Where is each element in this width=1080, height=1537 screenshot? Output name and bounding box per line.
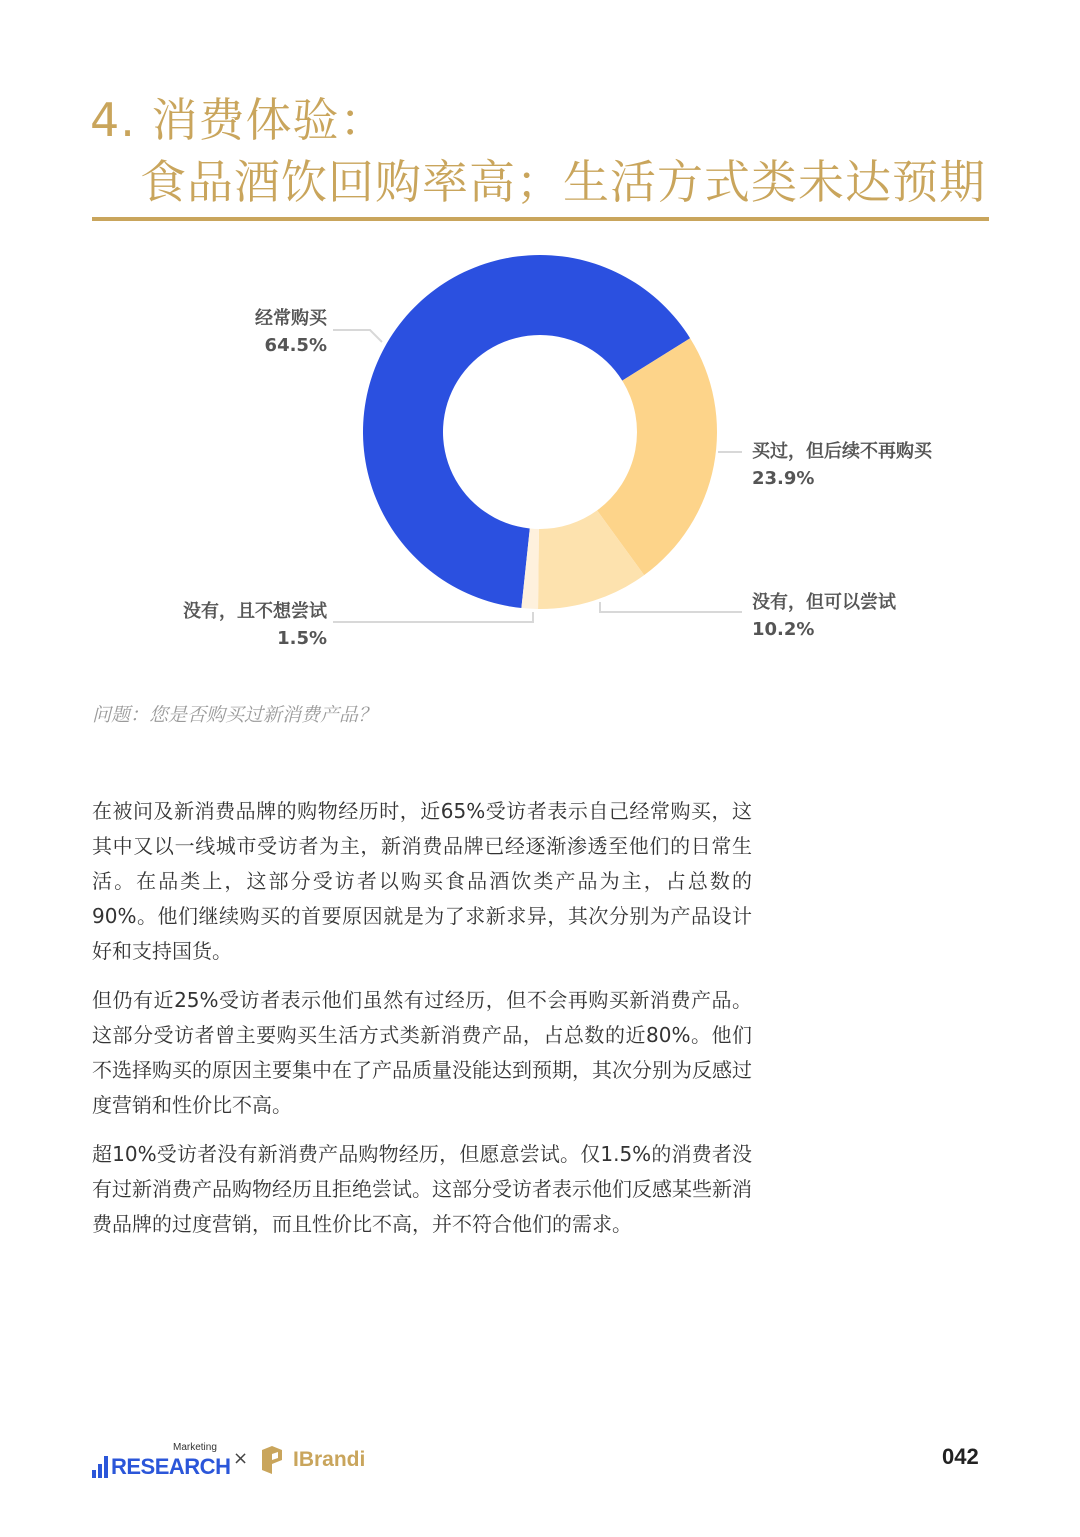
collaboration-sign: × bbox=[233, 1448, 249, 1469]
label-not-yet-willing-value: 10.2% bbox=[752, 619, 815, 640]
leader-line-not-yet-willing bbox=[600, 602, 742, 612]
label-not-willing-name: 没有，且不想尝试 bbox=[183, 601, 327, 622]
label-buy-often-value: 64.5% bbox=[264, 335, 327, 356]
label-bought-no-repeat-name: 买过，但后续不再购买 bbox=[752, 441, 932, 462]
body-text bbox=[92, 794, 752, 1256]
marketing-logo-text: Marketing bbox=[173, 1442, 217, 1453]
label-not-willing-value: 1.5% bbox=[277, 628, 327, 649]
donut-chart bbox=[0, 240, 1080, 680]
donut-slices bbox=[363, 255, 717, 609]
bar-chart-icon bbox=[92, 1456, 108, 1478]
paragraph-3: 超10%受访者没有新消费产品购物经历，但愿意尝试。仅1.5%的消费者没有过新消费产品购物经历且拒绝尝试。这部分受访者表示他们反感某些新消费品牌的过度营销，而且性价比不高，并不符合他们的需求。 bbox=[92, 1142, 752, 1236]
page-title-line-2: 食品酒饮回购率高；生活方式类未达预期 bbox=[140, 155, 986, 209]
leader-line-not-willing bbox=[333, 612, 533, 622]
title-divider bbox=[92, 217, 989, 221]
research-logo-text: RESEARCH bbox=[111, 1454, 231, 1479]
label-bought-no-repeat-value: 23.9% bbox=[752, 468, 815, 489]
paragraph-2: 但仍有近25%受访者表示他们虽然有过经历，但不会再购买新消费产品。这部分受访者曾主要购买生活方式类新消费产品，占总数的近80%。他们不选择购买的原因主要集中在了产品质量没能达到预期，其次分别为反感过度营销和性价比不高。 bbox=[92, 988, 752, 1117]
page-title-line-1: 4. 消费体验： bbox=[90, 93, 387, 147]
paragraph-1: 在被问及新消费品牌的购物经历时，近65%受访者表示自己经常购买，这其中又以一线城市受访者为主，新消费品牌已经逐渐渗透至他们的日常生活。在品类上，这部分受访者以购买食品酒饮类产品为主，占总数的90%。他们继续购买的首要原因就是为了求新求异，其次分别为产品设计好和支持国货。 bbox=[92, 799, 752, 963]
page-number: 042 bbox=[942, 1444, 979, 1469]
ibrandi-logo-icon bbox=[258, 1444, 286, 1476]
leader-line-buy-often bbox=[333, 330, 382, 342]
label-not-yet-willing-name: 没有，但可以尝试 bbox=[752, 592, 896, 613]
survey-question: 问题：您是否购买过新消费产品？ bbox=[92, 704, 378, 726]
footer bbox=[0, 1430, 1080, 1490]
label-buy-often-name: 经常购买 bbox=[255, 308, 327, 329]
ibrandi-logo-text: IBrandi bbox=[293, 1448, 366, 1471]
